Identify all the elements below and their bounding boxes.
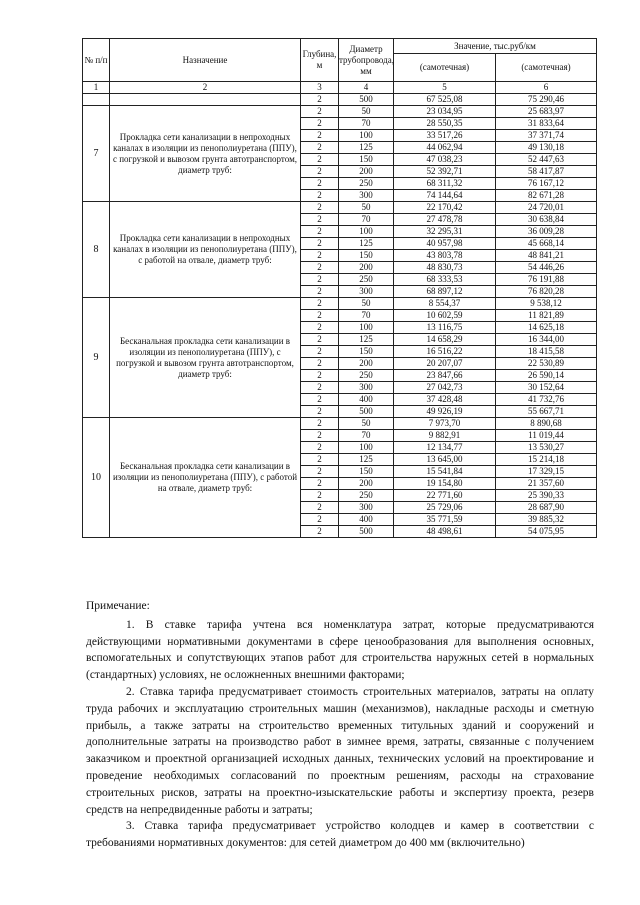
depth-cell: 2 xyxy=(301,142,339,154)
value-2-cell: 11 019,44 xyxy=(496,430,597,442)
depth-cell: 2 xyxy=(301,286,339,298)
group-number: 8 xyxy=(83,202,110,298)
depth-cell: 2 xyxy=(301,430,339,442)
value-2-cell: 31 833,64 xyxy=(496,118,597,130)
value-1-cell: 12 134,77 xyxy=(394,442,496,454)
diameter-cell: 250 xyxy=(339,370,394,382)
diameter-cell: 100 xyxy=(339,130,394,142)
depth-cell: 2 xyxy=(301,298,339,310)
diameter-cell: 300 xyxy=(339,502,394,514)
value-1-cell: 13 645,00 xyxy=(394,454,496,466)
header-depth: Глубина, м xyxy=(301,39,339,82)
value-1-cell: 9 882,91 xyxy=(394,430,496,442)
tariff-table xyxy=(82,38,597,538)
value-1-cell: 25 729,06 xyxy=(394,502,496,514)
diameter-cell: 50 xyxy=(339,202,394,214)
value-1-cell: 37 428,48 xyxy=(394,394,496,406)
value-1-cell: 68 333,53 xyxy=(394,274,496,286)
value-2-cell: 16 344,00 xyxy=(496,334,597,346)
depth-cell: 2 xyxy=(301,370,339,382)
value-2-cell: 37 371,74 xyxy=(496,130,597,142)
diameter-cell: 125 xyxy=(339,334,394,346)
depth-cell: 2 xyxy=(301,226,339,238)
diameter-cell: 70 xyxy=(339,214,394,226)
diameter-cell: 300 xyxy=(339,190,394,202)
value-2-cell: 26 590,14 xyxy=(496,370,597,382)
value-1-cell: 33 517,26 xyxy=(394,130,496,142)
value-2-cell: 21 357,60 xyxy=(496,478,597,490)
diameter-cell: 50 xyxy=(339,106,394,118)
notes-title: Примечание: xyxy=(86,600,150,612)
value-2-cell: 15 214,18 xyxy=(496,454,597,466)
notes-section xyxy=(86,598,594,852)
value-2-cell: 39 885,32 xyxy=(496,514,597,526)
depth-cell: 2 xyxy=(301,214,339,226)
col-index: 6 xyxy=(496,82,597,94)
depth-cell: 2 xyxy=(301,118,339,130)
value-2-cell: 17 329,15 xyxy=(496,466,597,478)
value-2-cell: 30 638,84 xyxy=(496,214,597,226)
col-index: 3 xyxy=(301,82,339,94)
depth-cell: 2 xyxy=(301,502,339,514)
depth-cell: 2 xyxy=(301,94,339,106)
diameter-cell: 100 xyxy=(339,442,394,454)
diameter-cell: 70 xyxy=(339,310,394,322)
depth-cell: 2 xyxy=(301,310,339,322)
value-1-cell: 27 478,78 xyxy=(394,214,496,226)
depth-cell: 2 xyxy=(301,106,339,118)
diameter-cell: 125 xyxy=(339,238,394,250)
depth-cell: 2 xyxy=(301,130,339,142)
group-description: Прокладка сети канализации в непроходных каналах в изоляции из пенополиуретана (ППУ), с работой на отвале, диаметр труб: xyxy=(110,202,301,298)
value-2-cell: 13 530,27 xyxy=(496,442,597,454)
diameter-cell: 50 xyxy=(339,418,394,430)
value-2-cell: 14 625,18 xyxy=(496,322,597,334)
value-2-cell: 48 841,21 xyxy=(496,250,597,262)
value-2-cell: 76 167,12 xyxy=(496,178,597,190)
depth-cell: 2 xyxy=(301,466,339,478)
table-row xyxy=(83,418,597,430)
value-2-cell: 30 152,64 xyxy=(496,382,597,394)
value-1-cell: 74 144,64 xyxy=(394,190,496,202)
depth-cell: 2 xyxy=(301,166,339,178)
group-description: Бесканальная прокладка сети канализации в изоляции из пенополиуретана (ППУ), с работой на отвале, диаметр труб: xyxy=(110,418,301,538)
table-row xyxy=(83,106,597,118)
value-1-cell: 16 516,22 xyxy=(394,346,496,358)
value-2-cell: 54 446,26 xyxy=(496,262,597,274)
value-1-cell: 10 602,59 xyxy=(394,310,496,322)
value-2-cell: 76 191,88 xyxy=(496,274,597,286)
depth-cell: 2 xyxy=(301,442,339,454)
depth-cell: 2 xyxy=(301,202,339,214)
diameter-cell: 200 xyxy=(339,262,394,274)
group-description: Бесканальная прокладка сети канализации в изоляции из пенополиуретана (ППУ), с погрузкой и вывозом грунта автотранспортом, диаметр труб: xyxy=(110,298,301,418)
depth-cell: 2 xyxy=(301,250,339,262)
diameter-cell: 250 xyxy=(339,178,394,190)
value-2-cell: 41 732,76 xyxy=(496,394,597,406)
value-1-cell: 44 062,94 xyxy=(394,142,496,154)
depth-cell: 2 xyxy=(301,478,339,490)
diameter-cell: 150 xyxy=(339,154,394,166)
value-2-cell: 45 668,14 xyxy=(496,238,597,250)
value-2-cell: 18 415,58 xyxy=(496,346,597,358)
diameter-cell: 500 xyxy=(339,526,394,538)
depth-cell: 2 xyxy=(301,382,339,394)
value-2-cell: 25 683,97 xyxy=(496,106,597,118)
diameter-cell: 150 xyxy=(339,346,394,358)
depth-cell: 2 xyxy=(301,334,339,346)
diameter-cell: 70 xyxy=(339,430,394,442)
value-1-cell: 13 116,75 xyxy=(394,322,496,334)
value-1-cell: 40 957,98 xyxy=(394,238,496,250)
header-sub-1: (самотечная) xyxy=(394,54,496,82)
diameter-cell: 400 xyxy=(339,514,394,526)
value-2-cell: 54 075,95 xyxy=(496,526,597,538)
depth-cell: 2 xyxy=(301,358,339,370)
col-index: 4 xyxy=(339,82,394,94)
depth-cell: 2 xyxy=(301,526,339,538)
note-item: 1. В ставке тарифа учтена вся номенклатура затрат, которые предусматриваются действующими нормативными документами в сфере ценообразования для выполнения основных, вспомогательных и сопутствующих этапов работ для строительства наружных сетей в нормальных (стандартных) условиях, не осложненных внешними факторами; xyxy=(86,618,594,682)
group-description: Прокладка сети канализации в непроходных каналах в изоляции из пенополиуретана (ППУ), с погрузкой и вывозом грунта автотранспортом, диаметр труб: xyxy=(110,106,301,202)
depth-cell: 2 xyxy=(301,238,339,250)
depth-cell: 2 xyxy=(301,514,339,526)
header-value: Значение, тыс.руб/км xyxy=(394,39,597,54)
value-1-cell: 28 550,35 xyxy=(394,118,496,130)
depth-cell: 2 xyxy=(301,454,339,466)
header-row xyxy=(83,39,597,54)
depth-cell: 2 xyxy=(301,346,339,358)
value-2-cell: 55 667,71 xyxy=(496,406,597,418)
col-index: 5 xyxy=(394,82,496,94)
depth-cell: 2 xyxy=(301,406,339,418)
header-sub-2: (самотечная) xyxy=(496,54,597,82)
diameter-cell: 500 xyxy=(339,406,394,418)
note-item: 3. Ставка тарифа предусматривает устройство колодцев и камер в соответствии с требованиями нормативных документов: для сетей диаметром до 400 мм (включительно) xyxy=(86,820,594,850)
value-2-cell: 11 821,89 xyxy=(496,310,597,322)
value-1-cell: 68 311,32 xyxy=(394,178,496,190)
column-index-row xyxy=(83,82,597,94)
depth-cell: 2 xyxy=(301,178,339,190)
value-1-cell: 35 771,59 xyxy=(394,514,496,526)
value-1-cell: 27 042,73 xyxy=(394,382,496,394)
table-row xyxy=(83,202,597,214)
diameter-cell: 50 xyxy=(339,298,394,310)
diameter-cell: 200 xyxy=(339,166,394,178)
value-1-cell: 43 803,78 xyxy=(394,250,496,262)
diameter-cell: 500 xyxy=(339,94,394,106)
value-1-cell: 32 295,31 xyxy=(394,226,496,238)
value-1-cell: 23 847,66 xyxy=(394,370,496,382)
value-2-cell: 82 671,28 xyxy=(496,190,597,202)
value-1-cell: 15 541,84 xyxy=(394,466,496,478)
value-2-cell: 22 530,89 xyxy=(496,358,597,370)
value-2-cell: 25 390,33 xyxy=(496,490,597,502)
value-1-cell: 52 392,71 xyxy=(394,166,496,178)
value-2-cell: 52 447,63 xyxy=(496,154,597,166)
value-2-cell: 36 009,28 xyxy=(496,226,597,238)
depth-cell: 2 xyxy=(301,490,339,502)
depth-cell: 2 xyxy=(301,322,339,334)
value-1-cell: 47 038,23 xyxy=(394,154,496,166)
header-number: № п/п xyxy=(83,39,110,82)
value-2-cell: 24 720,01 xyxy=(496,202,597,214)
table-row xyxy=(83,94,597,106)
value-2-cell: 58 417,87 xyxy=(496,166,597,178)
diameter-cell: 125 xyxy=(339,142,394,154)
diameter-cell: 200 xyxy=(339,478,394,490)
col-index: 1 xyxy=(83,82,110,94)
value-1-cell: 20 207,07 xyxy=(394,358,496,370)
note-item: 2. Ставка тарифа предусматривает стоимость строительных материалов, затраты на оплату труда рабочих и эксплуатацию строительных машин (механизмов), накладные расходы и сметную прибыль, а также затраты на строительство временных титульных зданий и сооружений и дополнительные затраты на производство работ в зимнее время, затраты, связанные с получением заказчиком и проектной организацией исходных данных, технических условий на проектирование и проведение необходимых согласований по проектным решениям, расходы на страхование строительных рисков, затраты на проектно-изыскательские работы и экспертизу проекта, резерв средств на непредвиденные работы и затраты; xyxy=(86,685,594,816)
value-1-cell: 68 897,12 xyxy=(394,286,496,298)
depth-cell: 2 xyxy=(301,262,339,274)
diameter-cell: 300 xyxy=(339,286,394,298)
diameter-cell: 150 xyxy=(339,250,394,262)
table-body xyxy=(83,94,597,538)
diameter-cell: 70 xyxy=(339,118,394,130)
diameter-cell: 125 xyxy=(339,454,394,466)
value-2-cell: 49 130,18 xyxy=(496,142,597,154)
value-2-cell: 75 290,46 xyxy=(496,94,597,106)
diameter-cell: 100 xyxy=(339,226,394,238)
col-index: 2 xyxy=(110,82,301,94)
value-1-cell: 48 830,73 xyxy=(394,262,496,274)
table-row xyxy=(83,298,597,310)
value-1-cell: 49 926,19 xyxy=(394,406,496,418)
diameter-cell: 250 xyxy=(339,274,394,286)
value-2-cell: 76 820,28 xyxy=(496,286,597,298)
value-2-cell: 28 687,90 xyxy=(496,502,597,514)
value-1-cell: 22 170,42 xyxy=(394,202,496,214)
value-1-cell: 23 034,95 xyxy=(394,106,496,118)
diameter-cell: 150 xyxy=(339,466,394,478)
header-name: Назначение xyxy=(110,39,301,82)
value-1-cell: 22 771,60 xyxy=(394,490,496,502)
value-1-cell: 67 525,08 xyxy=(394,94,496,106)
value-1-cell: 7 973,70 xyxy=(394,418,496,430)
depth-cell: 2 xyxy=(301,274,339,286)
header-diameter: Диаметр трубопровода, мм xyxy=(339,39,394,82)
diameter-cell: 250 xyxy=(339,490,394,502)
group-number: 7 xyxy=(83,106,110,202)
value-1-cell: 8 554,37 xyxy=(394,298,496,310)
value-1-cell: 19 154,80 xyxy=(394,478,496,490)
diameter-cell: 300 xyxy=(339,382,394,394)
diameter-cell: 400 xyxy=(339,394,394,406)
value-1-cell: 14 658,29 xyxy=(394,334,496,346)
value-1-cell: 48 498,61 xyxy=(394,526,496,538)
group-number: 10 xyxy=(83,418,110,538)
depth-cell: 2 xyxy=(301,190,339,202)
depth-cell: 2 xyxy=(301,418,339,430)
value-2-cell: 8 890,68 xyxy=(496,418,597,430)
diameter-cell: 200 xyxy=(339,358,394,370)
depth-cell: 2 xyxy=(301,154,339,166)
diameter-cell: 100 xyxy=(339,322,394,334)
group-number: 9 xyxy=(83,298,110,418)
value-2-cell: 9 538,12 xyxy=(496,298,597,310)
depth-cell: 2 xyxy=(301,394,339,406)
